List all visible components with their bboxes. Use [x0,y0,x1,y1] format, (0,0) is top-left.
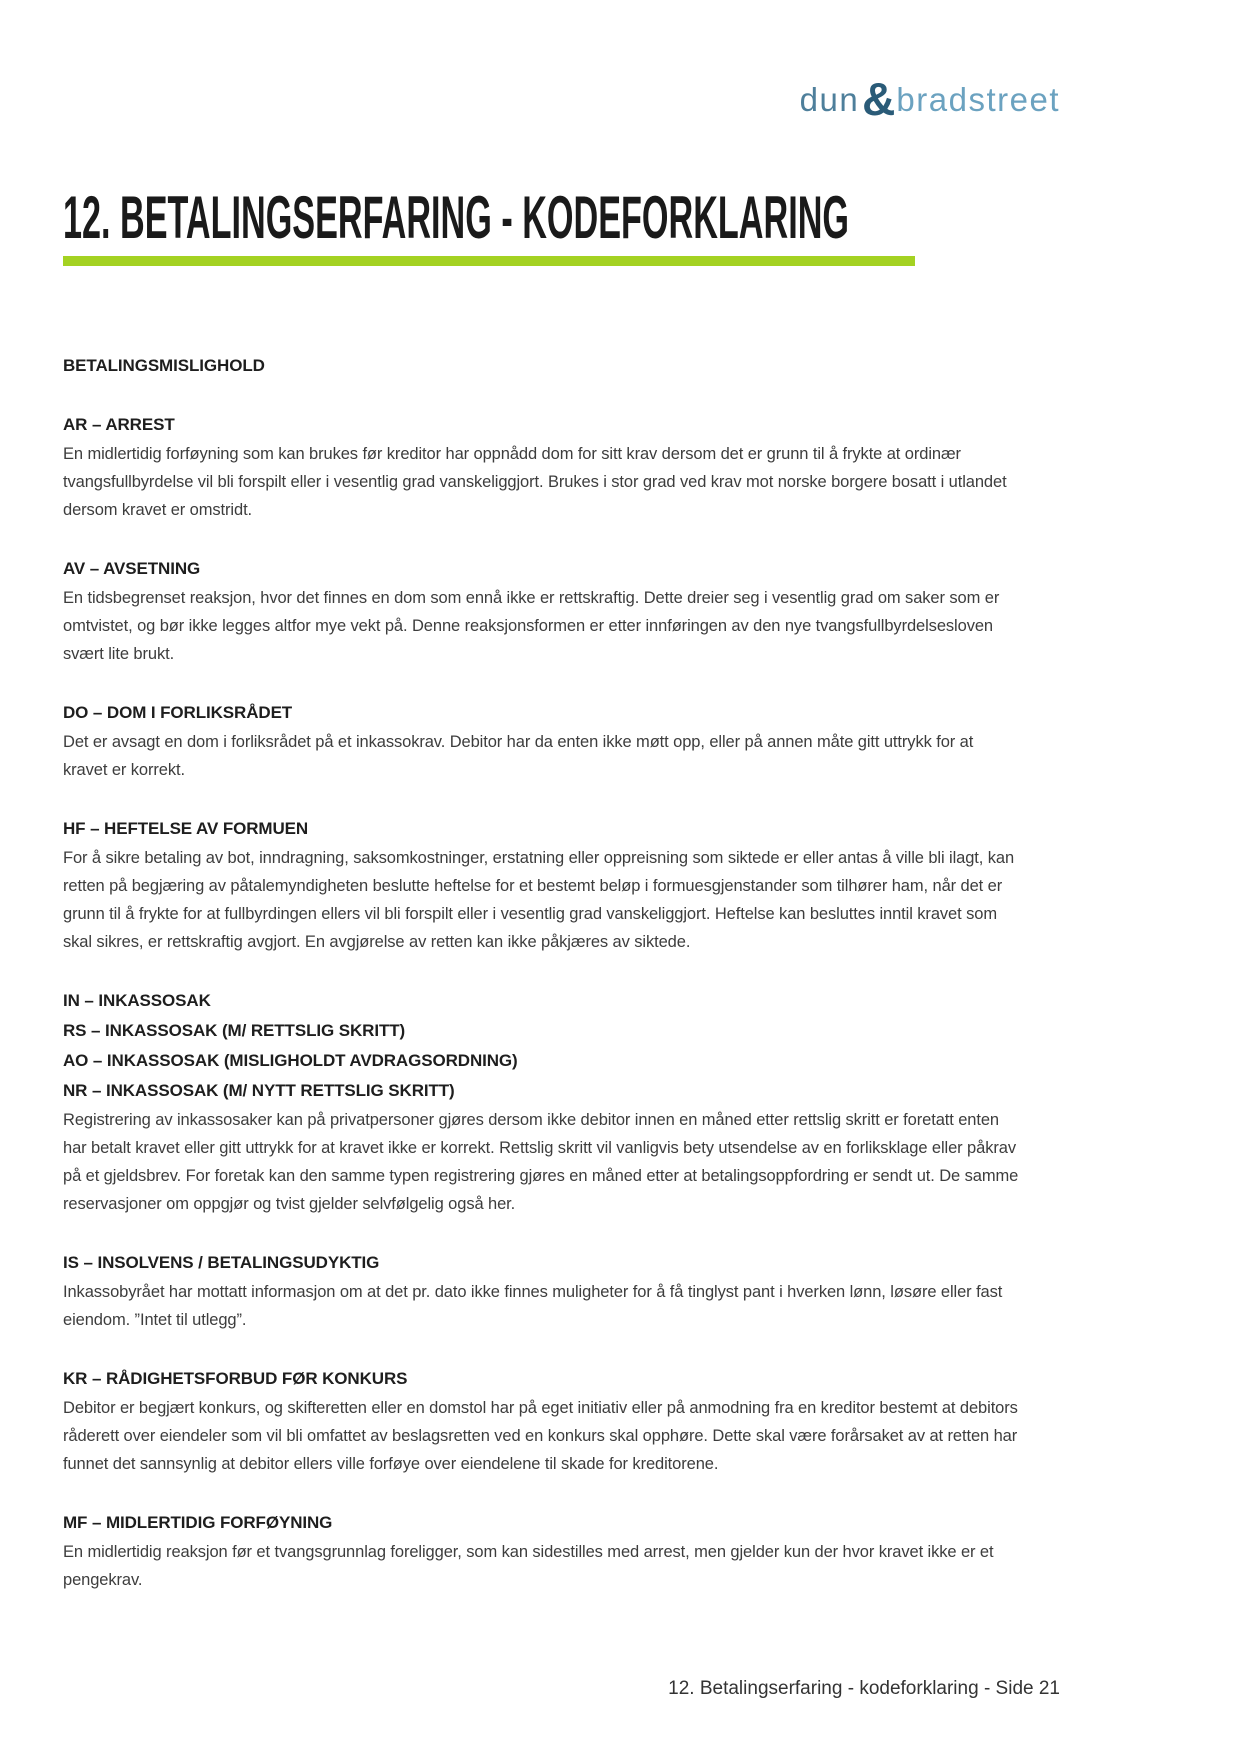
content-column [63,352,1021,1594]
code-section [63,986,1021,1218]
code-section [63,410,1021,524]
section-headings [63,1508,1021,1538]
section-body: For å sikre betaling av bot, inndragning, saksomkostninger, erstatning eller oppreisning som siktede er eller antas å ville bli ilagt, kan retten på begjæring av påtalemyndigheten beslutte heftelse for et bestemt beløp i formuesgjenstander som tilhører ham, når det er grunn til å frykte for at fullbyrdingen ellers vil bli forspilt eller i vesentlig grad vanskeliggjort. Heftelse kan besluttes inntil kravet som skal sikres, er rettskraftig avgjort. En avgjørelse av retten kan ikke påkjæres av siktede. [63,849,1015,951]
section-code-heading: HF – HEFTELSE AV FORMUEN [63,819,309,838]
section-headings [63,814,1021,844]
page-title-text: 12. BETALINGSERFARING - KODEFORKLARING [63,184,850,251]
logo-text-dun: dun [799,81,860,118]
section-headings [63,1248,1021,1278]
section-body: En midlertidig reaksjon før et tvangsgrunnlag foreligger, som kan sidestilles med arrest, men gjelder kun der hvor kravet ikke er et pengekrav. [63,1543,994,1589]
section-code-heading: NR – INKASSOSAK (M/ NYTT RETTSLIG SKRITT) [63,1081,455,1100]
code-section [63,1364,1021,1478]
section-headings [63,410,1021,440]
section-code-heading: KR – RÅDIGHETSFORBUD FØR KONKURS [63,1369,408,1388]
code-section [63,1508,1021,1594]
section-body: Inkassobyrået har mottatt informasjon om at det pr. dato ikke finnes muligheter for å få tinglyst pant i hverken lønn, løsøre eller fast eiendom. ”Intet til utlegg”. [63,1283,1003,1329]
section-body: Det er avsagt en dom i forliksrådet på et inkassokrav. Debitor har da enten ikke møtt opp, eller på annen måte gitt uttrykk for at kravet er korrekt. [63,733,974,779]
code-section [63,814,1021,956]
section-code-heading: MF – MIDLERTIDIG FORFØYNING [63,1513,333,1532]
section-body: En tidsbegrenset reaksjon, hvor det finnes en dom som ennå ikke er rettskraftig. Dette dreier seg i vesentlig grad om saker som er omtvistet, og bør ikke legges altfor mye vekt på. Denne reaksjonsformen er etter innføringen av den nye tvangsfullbyrdelsesloven svært lite brukt. [63,589,1000,663]
section-code-heading: DO – DOM I FORLIKSRÅDET [63,703,293,722]
section-code-heading: IS – INSOLVENS / BETALINGSUDYKTIG [63,1253,380,1272]
section-code-heading: AO – INKASSOSAK (MISLIGHOLDT AVDRAGSORDNING) [63,1051,518,1070]
section-code-heading: AR – ARREST [63,415,175,434]
section-body: Debitor er begjært konkurs, og skifteretten eller en domstol har på eget initiativ eller på anmodning fra en kreditor bestemt at debitors råderett over eiendeler som vil bli omfattet av beslagsretten ved en konkurs skal opphøre. Dette skal være forårsaket av at retten har funnet det sannsynlig at debitor ellers ville forføye over eiendelene til skade for kreditorene. [63,1399,1018,1473]
logo-ampersand-icon: & [862,73,896,125]
page-title [63,184,1241,251]
code-section [63,1248,1021,1334]
intro-heading: BETALINGSMISLIGHOLD [63,356,265,375]
section-headings [63,554,1021,584]
section-body: Registrering av inkassosaker kan på privatpersoner gjøres dersom ikke debitor innen en måned etter rettslig skritt er foretatt enten har betalt kravet eller gitt uttrykk for at kravet ikke er korrekt. Rettslig skritt vil vanligvis bety utsendelse av en forliksklage eller påkrav på et gjeldsbrev. For foretak kan den samme typen registrering gjøres en måned etter at betalingsoppfordring er sendt ut. De samme reservasjoner om oppgjør og tvist gjelder selvfølgelig også her. [63,1111,1019,1213]
section-headings [63,986,1021,1106]
section-body: En midlertidig forføyning som kan brukes før kreditor har oppnådd dom for sitt krav dersom det er grunn til å frykte at ordinær tvangsfullbyrdelse vil bli forspilt eller i vesentlig grad vanskeliggjort. Brukes i stor grad ved krav mot norske borgere bosatt i utlandet dersom kravet er omstridt. [63,445,1007,519]
code-section [63,554,1021,668]
section-code-heading: AV – AVSETNING [63,559,201,578]
sections-container [63,410,1021,1594]
section-code-heading: RS – INKASSOSAK (M/ RETTSLIG SKRITT) [63,1021,406,1040]
page-footer: 12. Betalingserfaring - kodeforklaring - Side 21 [668,1678,1060,1699]
section-headings [63,1364,1021,1394]
logo-text-bradstreet: bradstreet [896,81,1060,118]
code-section [63,698,1021,784]
dun-bradstreet-logo [799,72,1060,125]
section-headings [63,698,1021,728]
green-divider [63,256,915,266]
section-code-heading: IN – INKASSOSAK [63,991,211,1010]
